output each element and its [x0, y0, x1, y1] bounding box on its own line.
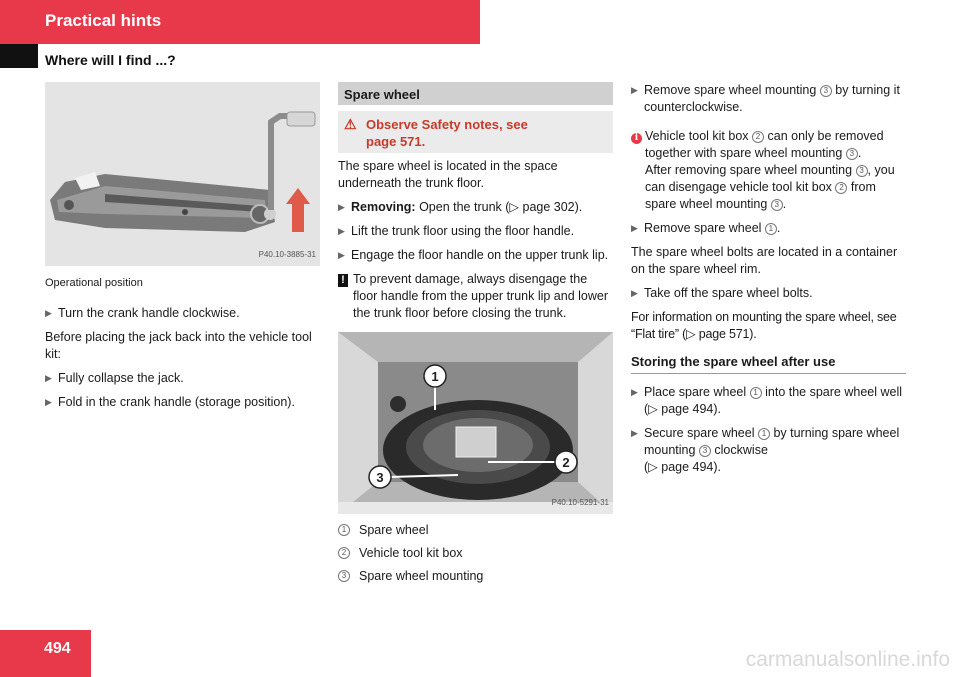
bullet-arrow-icon: ▶ — [338, 226, 345, 236]
header-marker — [0, 44, 38, 68]
spare-wheel-illustration — [338, 332, 613, 514]
warning-triangle-icon: ⚠ — [344, 116, 357, 132]
column-middle — [338, 82, 613, 591]
callout-2: 2 — [562, 455, 570, 470]
bullet-arrow-icon: ▶ — [631, 428, 638, 438]
bullet-arrow-icon: ▶ — [45, 397, 52, 407]
list-item: ▶ Removing: Open the trunk (▷ page 302). — [338, 200, 583, 214]
paragraph: For information on mounting the spare wheel, see “Flat tire” (▷ page 571). — [631, 310, 897, 341]
callout-3: 3 — [376, 470, 384, 485]
image-caption: Operational position — [45, 277, 143, 289]
list-item: ▶ Fold in the crank handle (storage position). — [45, 395, 295, 409]
jack-image — [45, 82, 320, 266]
paragraph: The spare wheel bolts are located in a container on the spare wheel rim. — [631, 245, 898, 276]
legend-item: 3 Spare wheel mounting — [338, 568, 613, 585]
info-note: i Vehicle tool kit box 2 can only be removed together with spare wheel mounting 3 . After removing spare wheel mounting 3 , you can disengage vehicle tool kit box 2 from spare wheel mounting 3 . — [631, 128, 906, 213]
jack-illustration — [45, 82, 320, 266]
legend-item: 1 Spare wheel — [338, 522, 613, 539]
bullet-arrow-icon: ▶ — [631, 387, 638, 397]
legend-number: 2 — [338, 547, 350, 559]
warning-box — [338, 111, 613, 153]
bullet-arrow-icon: ▶ — [338, 250, 345, 260]
page-number-tab — [0, 630, 91, 677]
list-item: ▶ Secure spare wheel 1 by turning spare wheel mounting 3 clockwise (▷ page 494). — [631, 426, 900, 474]
exclamation-square-icon: ! — [338, 274, 348, 287]
subsection-heading: Storing the spare wheel after use — [631, 353, 906, 374]
spare-wheel-image — [338, 332, 613, 514]
bullet-arrow-icon: ▶ — [631, 223, 638, 233]
section-title: Practical hints — [45, 11, 162, 30]
list-item: ▶ Remove spare wheel mounting 3 by turning it counterclockwise. — [631, 83, 900, 114]
column-left — [45, 82, 320, 418]
section-tab — [0, 0, 480, 44]
list-item: ▶ Engage the floor handle on the upper trunk lip. — [338, 248, 609, 262]
list-item: ▶ Remove spare wheel 1 . — [631, 221, 781, 235]
paragraph: The spare wheel is located in the space underneath the trunk floor. — [338, 159, 558, 190]
list-item: ▶ Fully collapse the jack. — [45, 371, 184, 385]
caution-note — [338, 271, 613, 322]
warning-text: Observe Safety notes, see — [366, 117, 528, 132]
list-item: ▶ Take off the spare wheel bolts. — [631, 286, 813, 300]
warning-link[interactable]: page 571. — [366, 134, 426, 149]
watermark: carmanualsonline.info — [745, 648, 950, 671]
legend-item: 2 Vehicle tool kit box — [338, 545, 613, 562]
image-code: P40.10-5291-31 — [551, 498, 609, 507]
page-subtitle: Where will I find ...? — [45, 52, 176, 68]
image-code: P40.10-3885-31 — [258, 250, 316, 259]
legend-number: 3 — [338, 570, 350, 582]
list-item: ▶ Turn the crank handle clockwise. — [45, 306, 240, 320]
column-right — [631, 82, 906, 483]
bullet-arrow-icon: ▶ — [338, 202, 345, 212]
callout-1: 1 — [431, 369, 439, 384]
paragraph: Before placing the jack back into the vehicle tool kit: — [45, 330, 312, 361]
info-circle-icon: i — [631, 133, 642, 144]
list-item: ▶ Place spare wheel 1 into the spare wheel well (▷ page 494). — [631, 385, 903, 416]
bullet-arrow-icon: ▶ — [631, 85, 638, 95]
caution-text: To prevent damage, always disengage the floor handle from the upper trunk lip and lower the trunk floor before closing the trunk. — [353, 272, 609, 320]
list-item: ▶ Lift the trunk floor using the floor handle. — [338, 224, 575, 238]
bullet-arrow-icon: ▶ — [45, 308, 52, 318]
bullet-arrow-icon: ▶ — [631, 288, 638, 298]
page-number: 494 — [44, 640, 71, 657]
legend-number: 1 — [338, 524, 350, 536]
legend — [338, 522, 613, 585]
section-heading: Spare wheel — [338, 82, 613, 105]
bullet-arrow-icon: ▶ — [45, 373, 52, 383]
